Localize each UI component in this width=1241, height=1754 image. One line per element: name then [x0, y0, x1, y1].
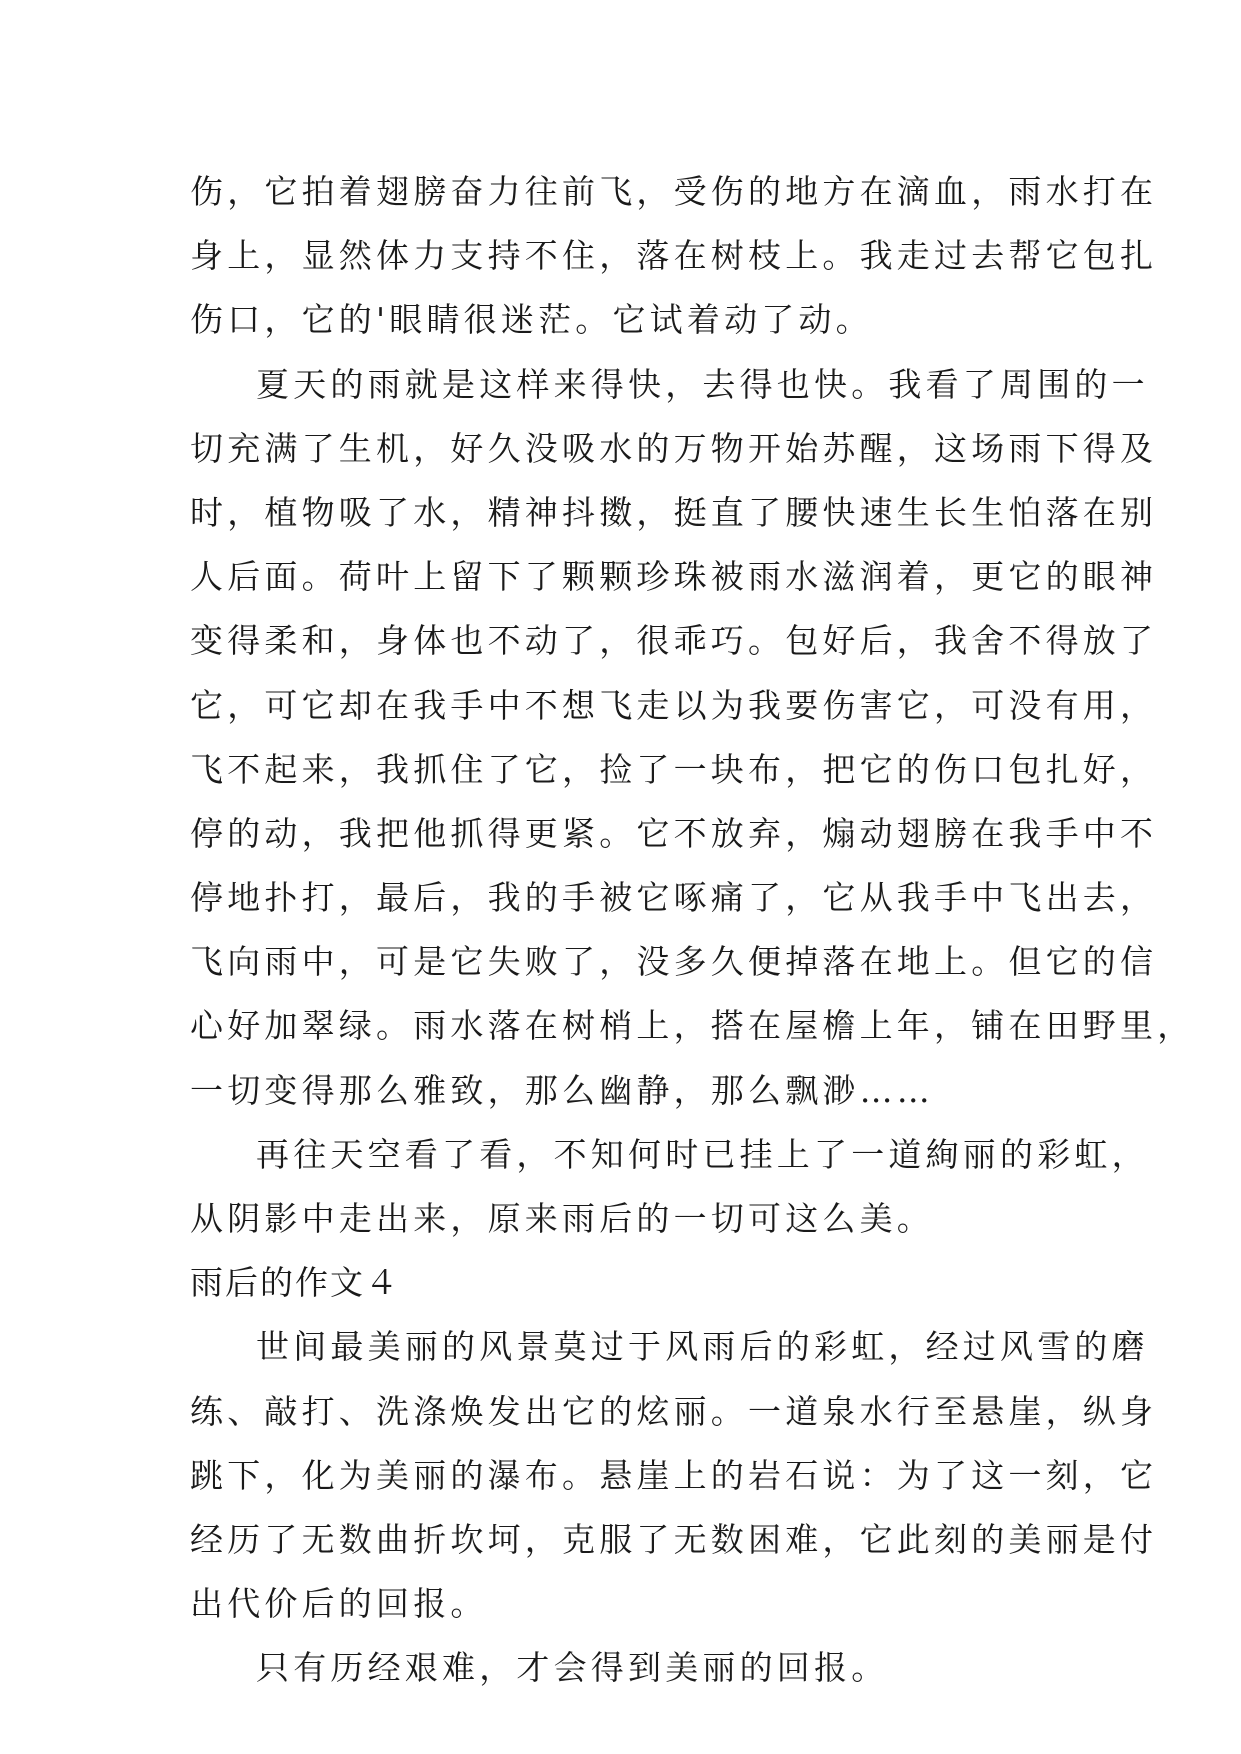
- text-line: 停地扑打，最后，我的手被它啄痛了，它从我手中飞出去，: [190, 878, 1158, 918]
- text-line: 伤口，它的'眼睛很迷茫。它试着动了动。: [190, 300, 873, 340]
- text-line: 从阴影中走出来，原来雨后的一切可这么美。: [190, 1199, 934, 1238]
- text-line: 飞不起来，我抓住了它，捡了一块布，把它的伤口包扎好，: [190, 749, 1158, 789]
- paragraph-start-line: 只有历经艰难，才会得到美丽的回报。: [256, 1648, 889, 1688]
- text-line: 人后面。荷叶上留下了颗颗珍珠被雨水滋润着，更它的眼神: [190, 557, 1158, 597]
- section-heading: 雨后的作文４: [190, 1263, 400, 1303]
- text-line: 跳下，化为美丽的瀑布。悬崖上的岩石说：为了这一刻，它: [190, 1455, 1158, 1495]
- text-line: 心好加翠绿。雨水落在树梢上，搭在屋檐上年，铺在田野里，: [190, 1006, 1195, 1046]
- text-line: 身上，显然体力支持不住，落在树枝上。我走过去帮它包扎: [190, 236, 1158, 276]
- text-line: 出代价后的回报。: [190, 1584, 488, 1624]
- essay-body: [190, 160, 1195, 1701]
- text-line: 时，植物吸了水，精神抖擞，挺直了腰快速生长生怕落在别: [190, 492, 1158, 532]
- text-line: 变得柔和，身体也不动了，很乖巧。包好后，我舍不得放了: [190, 621, 1158, 661]
- text-line: 经历了无数曲折坎坷，克服了无数困难，它此刻的美丽是付: [190, 1519, 1158, 1559]
- text-line: 伤，它拍着翅膀奋力往前飞，受伤的地方在滴血，雨水打在: [190, 172, 1158, 211]
- paragraph-start-line: 世间最美丽的风景莫过于风雨后的彩虹，经过风雪的磨: [256, 1327, 1149, 1367]
- text-line: 它，可它却在我手中不想飞走以为我要伤害它，可没有用，: [190, 685, 1158, 725]
- text-line: 停的动，我把他抓得更紧。它不放弃，煽动翅膀在我手中不: [190, 813, 1158, 853]
- paragraph-start-line: 夏天的雨就是这样来得快，去得也快。我看了周围的一: [256, 364, 1149, 404]
- text-line: 切充满了生机，好久没吸水的万物开始苏醒，这场雨下得及: [190, 428, 1158, 468]
- text-line: 飞向雨中，可是它失败了，没多久便掉落在地上。但它的信: [190, 942, 1158, 982]
- text-line: 练、敲打、洗涤焕发出它的炫丽。一道泉水行至悬崖，纵身: [190, 1391, 1158, 1431]
- text-line: 一切变得那么雅致，那么幽静，那么飘渺……: [190, 1070, 934, 1110]
- paragraph-start-line: 再往天空看了看，不知何时已挂上了一道絢丽的彩虹，: [256, 1134, 1149, 1174]
